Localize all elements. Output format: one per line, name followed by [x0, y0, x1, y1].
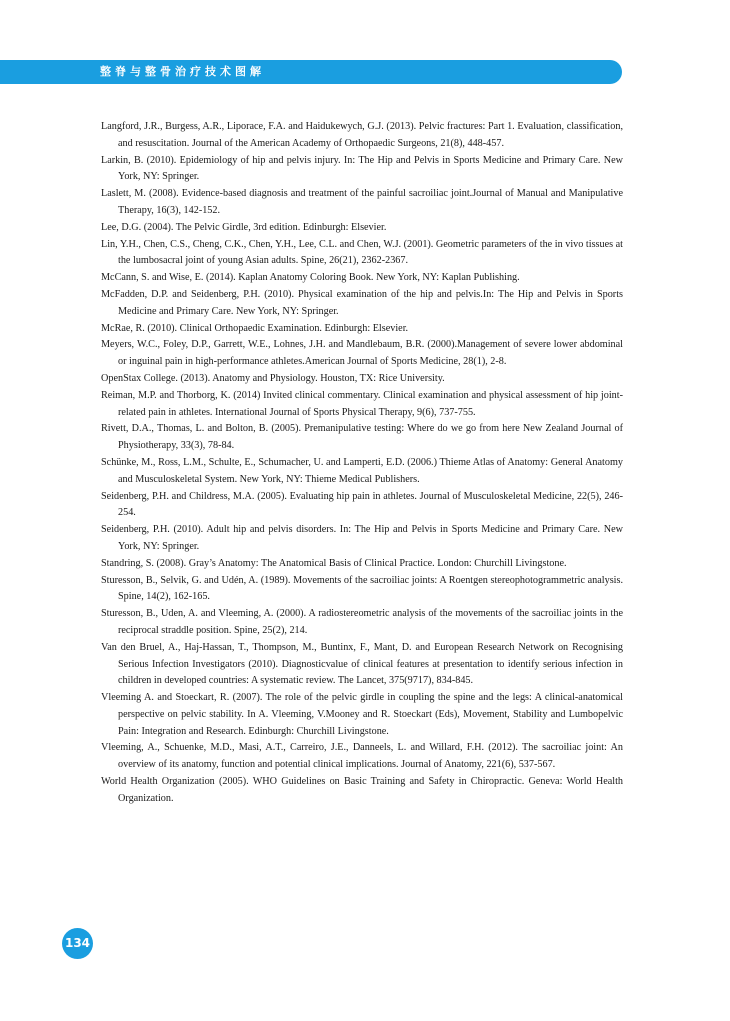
- reference-item: Reiman, M.P. and Thorborg, K. (2014) Invited clinical commentary. Clinical examination and physical assessment of hip joint-related pain in athletes. International Journal of Sports Physical Therapy, 9(6), 737-755.: [101, 389, 623, 418]
- reference-item: Lee, D.G. (2004). The Pelvic Girdle, 3rd edition. Edinburgh: Elsevier.: [101, 221, 387, 233]
- page-number-badge: 134: [62, 928, 93, 959]
- reference-item: Seidenberg, P.H. (2010). Adult hip and pelvis disorders. In: The Hip and Pelvis in Sports Medicine and Primary Care. New York, NY: Springer.: [101, 524, 623, 552]
- reference-item: McCann, S. and Wise, E. (2014). Kaplan Anatomy Coloring Book. New York, NY: Kaplan Publishing.: [101, 272, 520, 284]
- reference-item: Standring, S. (2008). Gray’s Anatomy: The Anatomical Basis of Clinical Practice. London: Churchill Livingstone.: [101, 557, 567, 569]
- reference-item: World Health Organization (2005). WHO Guidelines on Basic Training and Safety in Chiropractic. Geneva: World Health Organization.: [101, 776, 623, 804]
- reference-item: Laslett, M. (2008). Evidence-based diagnosis and treatment of the painful sacroiliac joint.Journal of Manual and Manipulative Therapy, 16(3), 142-152.: [101, 188, 623, 216]
- reference-item: Van den Bruel, A., Haj-Hassan, T., Thompson, M., Buntinx, F., Mant, D. and European Research Network on Recognising Serious Infection Investigators (2010). Diagnosticvalue of clinical features at presentation to identify serious infection in children in developed countries: A systematic review. The Lancet, 375(9717), 834-845.: [101, 641, 623, 687]
- reference-item: McRae, R. (2010). Clinical Orthopaedic Examination. Edinburgh: Elsevier.: [101, 322, 409, 334]
- reference-list: [101, 119, 623, 808]
- reference-item: McFadden, D.P. and Seidenberg, P.H. (2010). Physical examination of the hip and pelvis.In: The Hip and Pelvis in Sports Medicine and Primary Care. New York, NY: Springer.: [101, 288, 623, 317]
- reference-item: Sturesson, B., Uden, A. and Vleeming, A. (2000). A radiostereometric analysis of the movements of the sacroiliac joints in the reciprocal straddle position. Spine, 25(2), 214.: [101, 608, 623, 636]
- reference-item: OpenStax College. (2013). Anatomy and Physiology. Houston, TX: Rice University.: [101, 372, 445, 384]
- reference-item: Vleeming A. and Stoeckart, R. (2007). The role of the pelvic girdle in coupling the spine and the legs: A clinical-anatomical perspective on pelvic stability. In A. Vleeming, V.Mooney and R. Stoeckart (Eds), Movement, Stability and Lumbopelvic Pain: Integration and Research. Edinburgh: Churchill Livingstone.: [101, 692, 623, 737]
- reference-item: Larkin, B. (2010). Epidemiology of hip and pelvis injury. In: The Hip and Pelvis in Sports Medicine and Primary Care. New York, NY: Springer.: [101, 154, 623, 183]
- reference-item: Lin, Y.H., Chen, C.S., Cheng, C.K., Chen, Y.H., Lee, C.L. and Chen, W.J. (2001). Geometric parameters of the in vivo tissues at the lumbosacral joint of young Asian adults. Spine, 26(21), 2362-2367.: [101, 238, 623, 267]
- running-header-title: 整脊与整骨治疗技术图解: [100, 65, 265, 78]
- reference-item: Meyers, W.C., Foley, D.P., Garrett, W.E., Lohnes, J.H. and Mandlebaum, B.R. (2000).Management of severe lower abdominal or inguinal pain in high-performance athletes.American Journal of Sports Medicine, 28(1), 2-8.: [101, 339, 623, 368]
- reference-item: Seidenberg, P.H. and Childress, M.A. (2005). Evaluating hip pain in athletes. Journal of Musculoskeletal Medicine, 22(5), 246-254.: [101, 490, 623, 519]
- reference-item: Sturesson, B., Selvik, G. and Udén, A. (1989). Movements of the sacroiliac joints: A Roentgen stereophotogrammetric analysis. Spine, 14(2), 162-165.: [101, 574, 623, 603]
- header-band: [0, 60, 622, 84]
- reference-item: Vleeming, A., Schuenke, M.D., Masi, A.T., Carreiro, J.E., Danneels, L. and Willard, F.H. (2012). The sacroiliac joint: An overview of its anatomy, function and potential clinical implications. Journal of Anatomy, 221(6), 537-567.: [101, 742, 623, 771]
- reference-item: Langford, J.R., Burgess, A.R., Liporace, F.A. and Haidukewych, G.J. (2013). Pelvic fractures: Part 1. Evaluation, classification, and resuscitation. Journal of the American Academy of Orthopaedic Surgeons, 21(8), 448-457.: [101, 121, 623, 149]
- reference-item: Schünke, M., Ross, L.M., Schulte, E., Schumacher, U. and Lamperti, E.D. (2006.) Thieme Atlas of Anatomy: General Anatomy and Musculoskeletal System. New York, NY: Thieme Medical Publishers.: [101, 456, 623, 485]
- reference-item: Rivett, D.A., Thomas, L. and Bolton, B. (2005). Premanipulative testing: Where do we go from here New Zealand Journal of Physiotherapy, 33(3), 78-84.: [101, 423, 623, 452]
